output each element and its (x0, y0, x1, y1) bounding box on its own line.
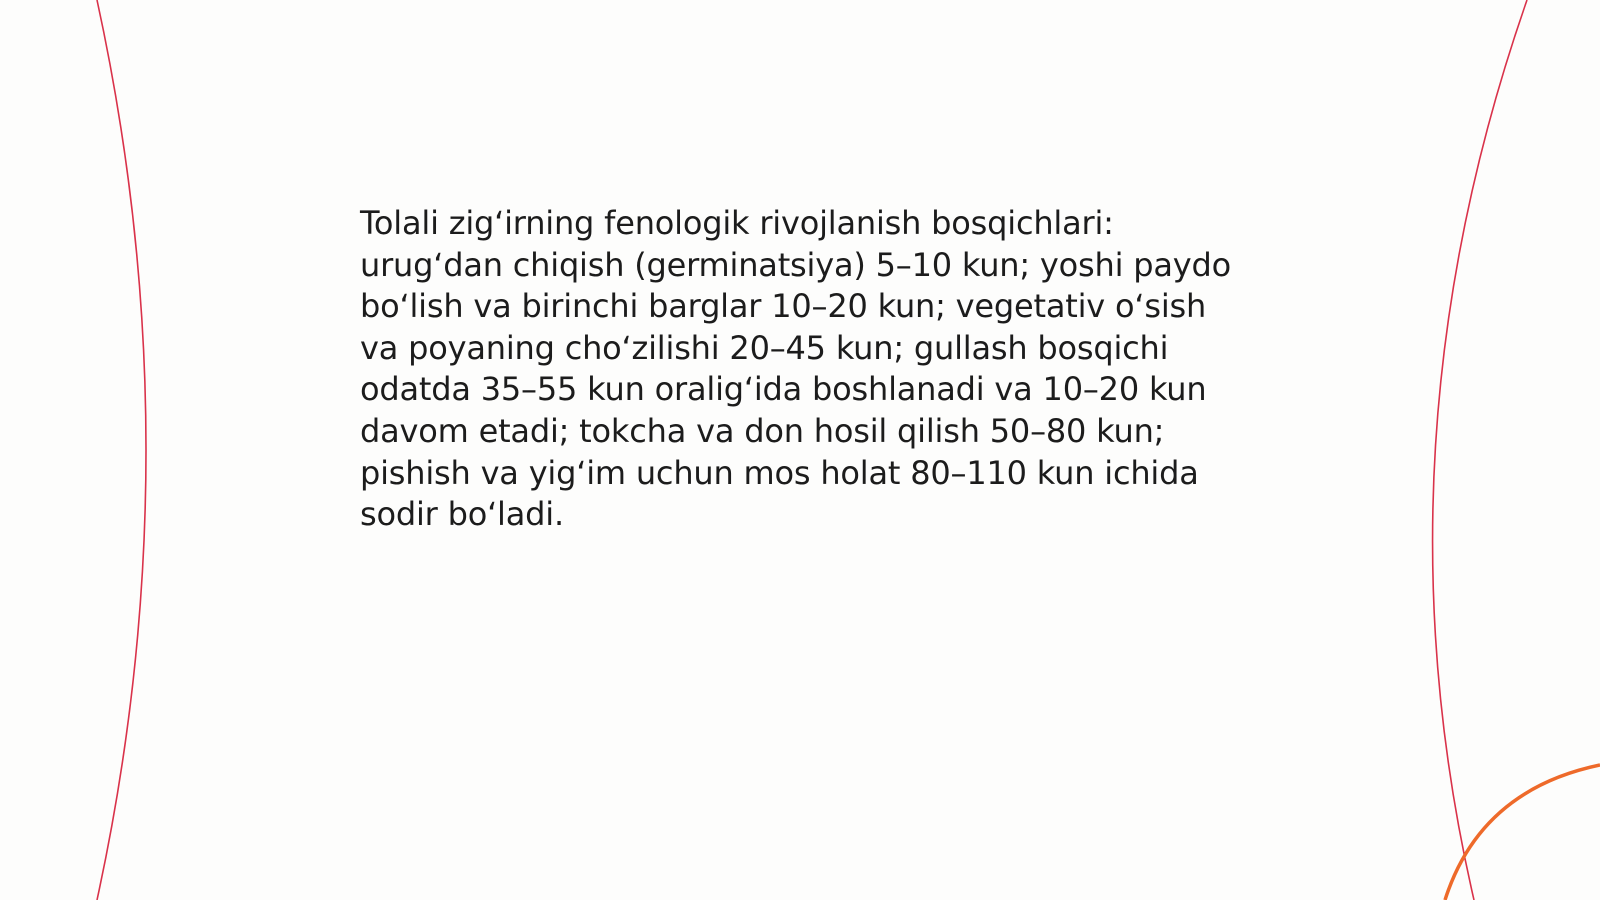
left-red-arc (97, 0, 146, 900)
right-red-arc (1433, 0, 1527, 900)
slide-body-text: Tolali zig‘irning fenologik rivojlanish bosqichlari: urug‘dan chiqish (germinatsiya) 5–10 kun; yoshi paydo bo‘lish va birinchi barglar 10–20 kun; vegetativ o‘sish va poyaning cho‘zilishi 20–45 kun; gullash bosqichi odatda 35–55 kun oralig‘ida boshlanadi va 10–20 kun davom etadi; tokcha va don hosil qilish 50–80 kun; pishish va yig‘im uchun mos holat 80–110 kun ichida sodir bo‘ladi. (360, 204, 1232, 534)
bottom-right-orange-arc (1445, 765, 1600, 900)
